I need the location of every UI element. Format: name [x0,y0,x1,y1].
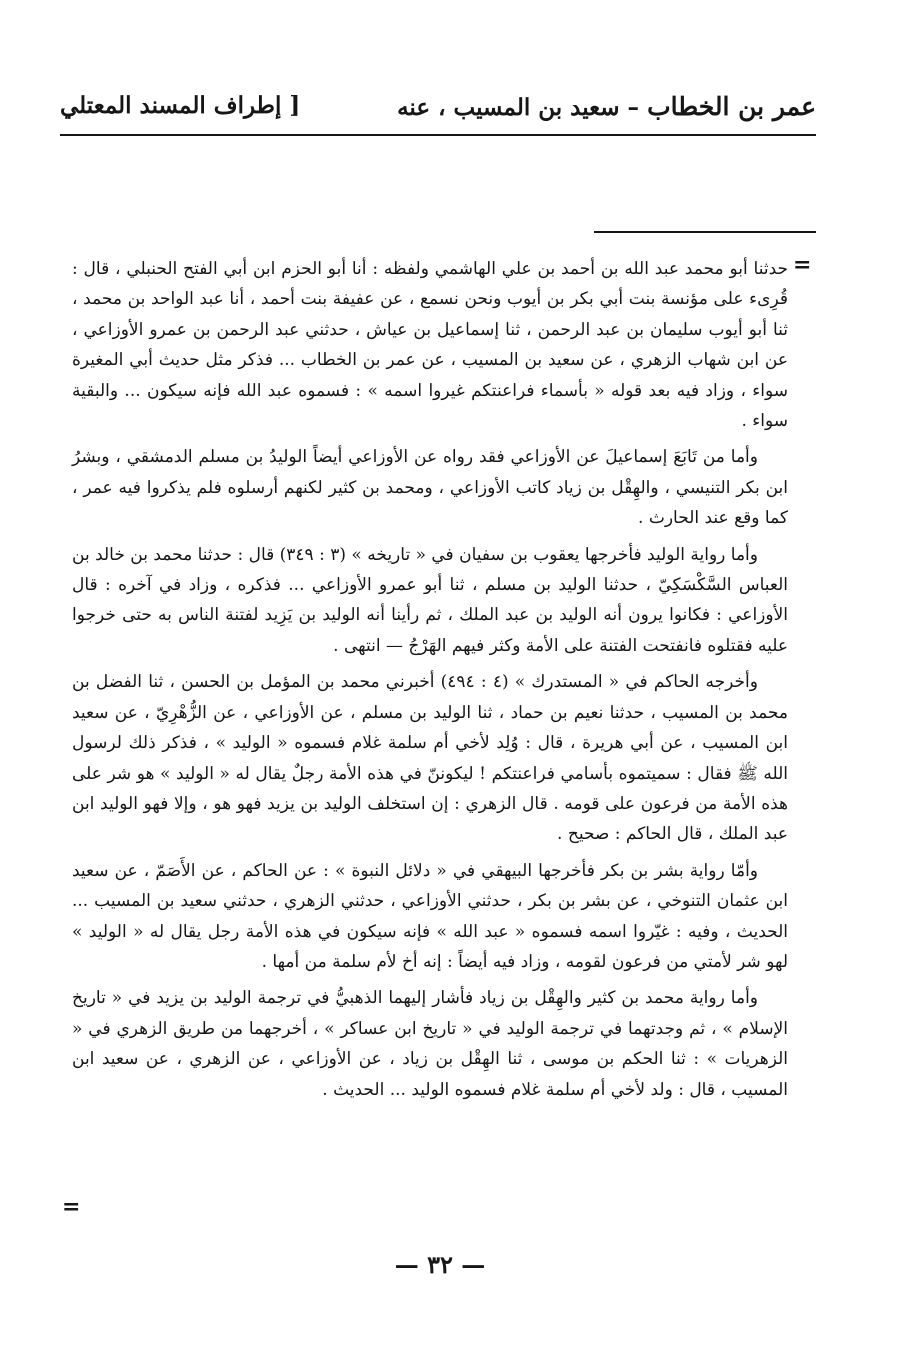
paragraph-4: وأخرجه الحاكم في « المستدرك » (٤ : ٤٩٤) أخبرني محمد بن المؤمل بن الحسن ، ثنا الفضل بن محمد بن المسيب ، حدثنا نعيم بن حماد ، ثنا الوليد بن مسلم ، عن الأوزاعي ، عن الزُّهْرِيّ ، عن سعيد ابن المسيب ، عن أبي هريرة ، قال : وُلِد لأخي أم سلمة غلام فسموه « الوليد » ، فذكر ذلك لرسول الله ﷺ فقال : سميتموه بأسامي فراعنتكم ! ليكوننّ في هذه الأمة رجلٌ يقال له « الوليد » هو شر على هذه الأمة من فرعون على قومه . قال الزهري : إن استخلف الوليد بن يزيد فهو هو ، وإلا فهو الوليد ابن عبد الملك ، قال الحاكم : صحيح . [72,672,788,845]
paragraph-1: حدثنا أبو محمد عبد الله بن أحمد بن علي الهاشمي ولفظه : أنا أبو الحزم ابن أبي الفتح الحنبلي ، قال : قُرِىء على مؤنسة بنت أبي بكر بن أيوب ونحن نسمع ، عن عفيفة بنت أحمد ، أنا عبد الواحد بن محمد ، ثنا أبو أيوب سليمان بن عبد الرحمن ، ثنا إسماعيل بن عياش ، حدثني عبد الرحمن بن عمرو الأوزاعي ، عن ابن شهاب الزهري ، عن سعيد بن المسيب ، عن عمر بن الخطاب ... فذكر مثل حديث أبي المغيرة سواء ، وزاد فيه بعد قوله « بأسماء فراعنتكم غيروا اسمه » : فسموه عبد الله فإنه سيكون ... والبقية سواء . [72,259,788,432]
paragraph-5: وأمّا رواية بشر بن بكر فأخرجها البيهقي في « دلائل النبوة » : عن الحاكم ، عن الأَصَمّ ، عن سعيد ابن عثمان التنوخي ، عن بشر بن بكر ، حدثني الأوزاعي ، حدثني الزهري ، حدثني سعيد بن المسيب ... الحديث ، وفيه : غيّروا اسمه فسموه « عبد الله » فإنه سيكون في هذه الأمة رجل يقال له « الوليد » لهو شر لأمتي من فرعون لقومه ، وزاد فيه أيضاً : إنه أخ لأم سلمة من أمها . [72,860,788,972]
running-header [60,92,816,130]
paragraph-3: وأما رواية الوليد فأخرجها يعقوب بن سفيان في « تاريخه » (٣ : ٣٤٩) قال : حدثنا محمد بن خالد بن العباس السَّكْسَكِيّ ، حدثنا الوليد بن مسلم ، ثنا أبو عمرو الأوزاعي ... فذكره ، وزاد في آخره : قال الأوزاعي : فكانوا يرون أنه الوليد بن عبد الملك ، ثم رأينا أنه الوليد بن يَزِيد لفتنة الناس به حتى خرجوا عليه فقتلوه فانفتحت الفتنة على الأمة وكثر فيهم الهَرْجُ — انتهى . [72,544,788,656]
header-chapter [397,92,816,121]
header-book-title: [ إطراف المسند المعتلي [60,92,301,119]
header-name: عمر بن الخطاب [647,92,816,121]
header-rule [60,134,816,136]
header-subtitle: – سعيد بن المسيب ، عنه [397,94,640,121]
footnote-body [72,254,788,1111]
paragraph-2: وأما من تَابَعَ إسماعيلَ عن الأوزاعي فقد رواه عن الأوزاعي أيضاً الوليدُ بن مسلم الدمشقي ، وبشرُ ابن بكر التنيسي ، والهِقْل بن زياد كاتب الأوزاعي ، ومحمد بن كثير لكنهم أرسلوه فلم يذكروا فيه عمر ، كما وقع عند الحارث . [72,447,788,529]
page-number: — ٣٢ — [394,1250,486,1279]
footnote-rule [594,231,816,233]
paragraph-6: وأما رواية محمد بن كثير والهِقْل بن زياد فأشار إليهما الذهبيُّ في ترجمة الوليد بن يزيد في « تاريخ الإسلام » ، ثم وجدتهما في ترجمة الوليد في « تاريخ ابن عساكر » ، أخرجهما من طريق الزهري في « الزهريات » : ثنا الحكم بن موسى ، ثنا الهِقْل بن زياد ، عن الأوزاعي ، عن الزهري ، عن سعيد ابن المسيب ، قال : ولد لأخي أم سلمة غلام فسموه الوليد ... الحديث . [72,988,788,1100]
continuation-mark-bottom: = [62,1194,81,1220]
continuation-mark-top: = [793,252,812,278]
